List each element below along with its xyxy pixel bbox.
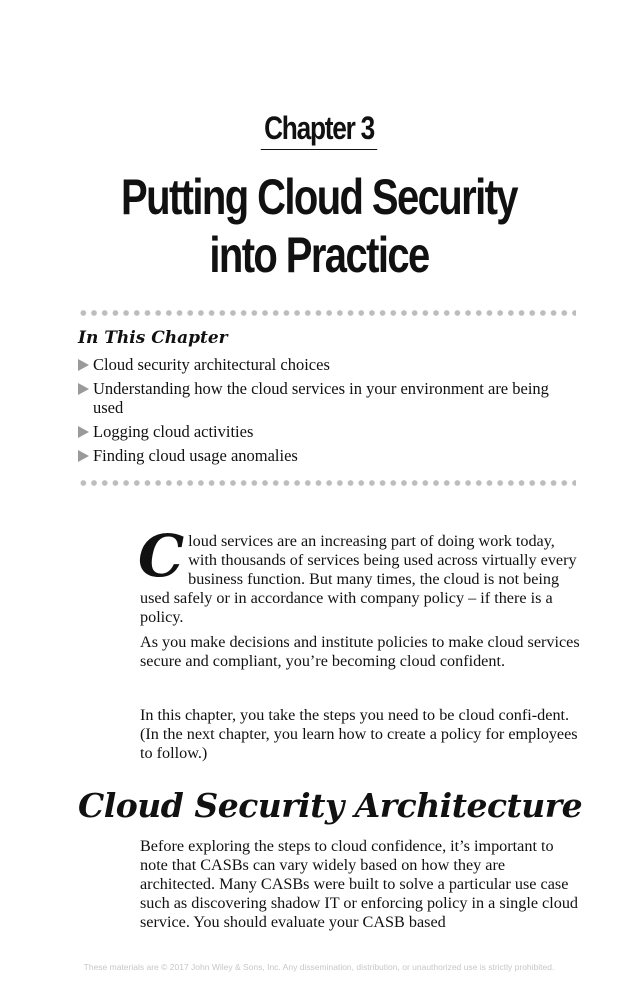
dropcap: C (138, 522, 185, 590)
chapter-title-line-1: Putting Cloud Security (121, 169, 517, 225)
bullet-arrow-icon (78, 450, 89, 462)
intro-paragraph-2: As you make decisions and institute policies to make cloud services secure and compliant, you’re becoming cloud confident. (140, 633, 580, 670)
in-this-chapter-list (78, 355, 578, 470)
intro-paragraph-3: In this chapter, you take the steps you need to be cloud confi-dent. (In the next chapter, you learn how to create a policy for employees to follow.) (140, 706, 578, 762)
list-item: Cloud security architectural choices (78, 355, 578, 374)
bullet-arrow-icon (78, 383, 89, 395)
list-item: Logging cloud activities (78, 422, 578, 441)
chapter-label (0, 110, 638, 150)
list-item: Understanding how the cloud services in your environment are being used (78, 379, 578, 417)
bullet-arrow-icon (78, 426, 89, 438)
top-dotted-divider (78, 309, 576, 317)
chapter-number: Chapter 3 (261, 110, 378, 150)
bottom-dotted-divider (78, 479, 576, 487)
copyright-footer: These materials are © 2017 John Wiley & Sons, Inc. Any dissemination, distribution, or unauthorized use is strictly prohibited. (83, 962, 555, 972)
intro-paragraph-1: Cloud services are an increasing part of doing work today, with thousands of services being used across virtually every business function. But many times, the cloud is not being used safely or in accordance with company policy – if there is a policy. (138, 522, 577, 626)
list-item: Finding cloud usage anomalies (78, 446, 578, 465)
chapter-title (0, 168, 638, 284)
in-this-chapter-heading: In This Chapter (78, 328, 228, 348)
chapter-title-line-2: into Practice (209, 227, 429, 283)
bullet-arrow-icon (78, 359, 89, 371)
section-heading: Cloud Security Architecture (78, 786, 583, 825)
section-paragraph: Before exploring the steps to cloud confidence, it’s important to note that CASBs can vary widely based on how they are architected. Many CASBs were built to solve a particular use case such as discovering shadow IT or enforcing policy in a single cloud service. You should evaluate your CASB based (140, 837, 579, 931)
